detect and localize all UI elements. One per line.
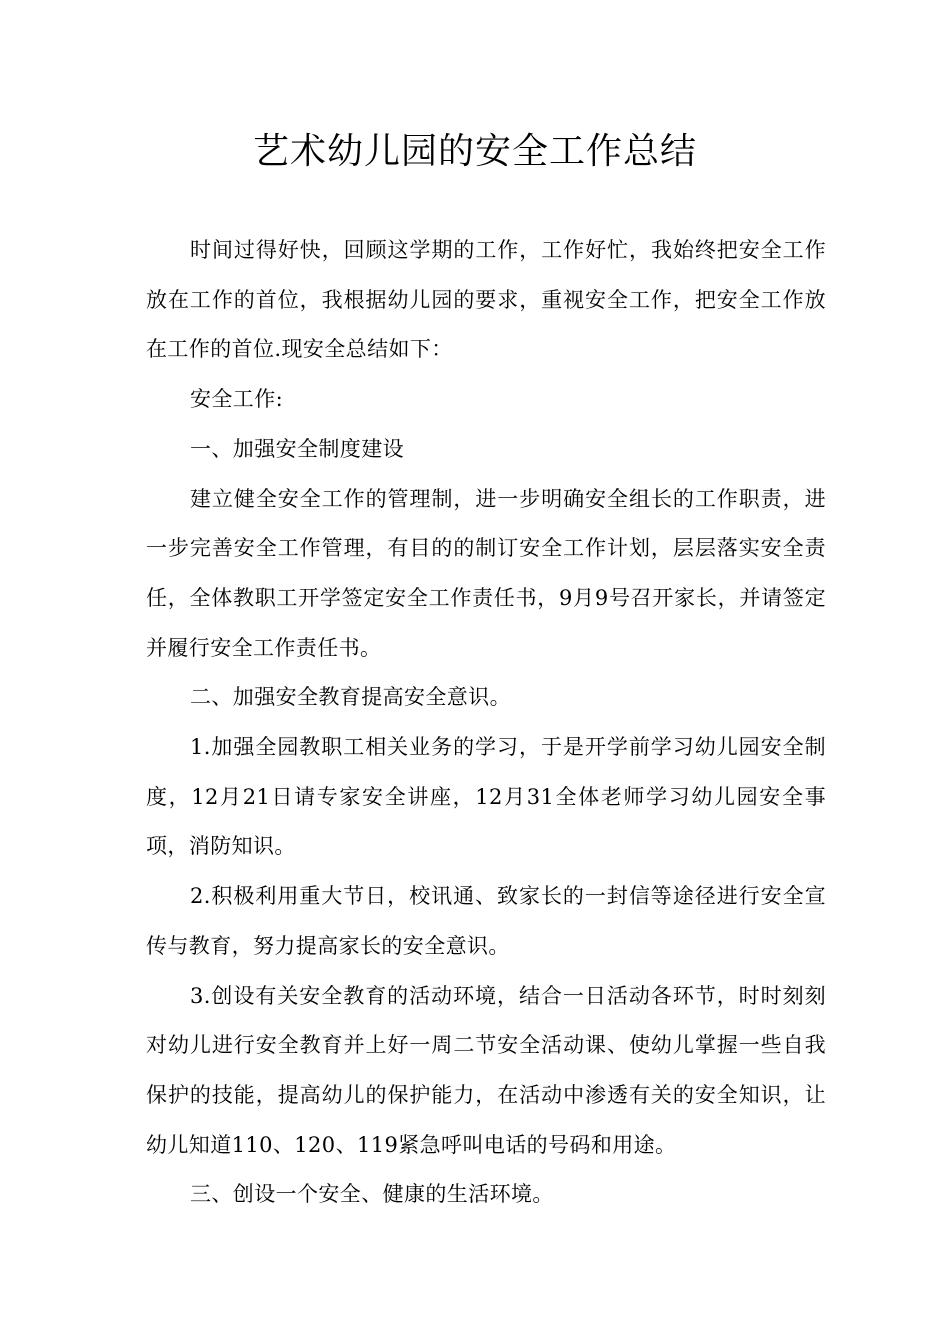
- section-heading-1: 一、加强安全制度建设: [190, 436, 404, 461]
- document-title: 艺术幼儿园的安全工作总结: [252, 131, 697, 172]
- paragraph-intro: 时间过得好快，回顾这学期的工作，工作好忙，我始终把安全工作放在工作的首位，我根据幼儿园的要求，重视安全工作，把安全工作放在工作的首位.现安全总结如下：: [146, 238, 826, 362]
- section-heading-2: 二、加强安全教育提高安全意识。: [190, 685, 511, 710]
- paragraph-system-building: 建立健全安全工作的管理制，进一步明确安全组长的工作职责，进一步完善安全工作管理，有目的的制订安全工作计划，层层落实安全责任，全体教职工开学签定安全工作责任书，9月9号召开家长，并请签定并履行安全工作责任书。: [146, 486, 826, 660]
- paragraph-item-3: 3.创设有关安全教育的活动环境，结合一日活动各环节，时时刻刻对幼儿进行安全教育并上好一周二节安全活动课、使幼儿掌握一些自我保护的技能，提高幼儿的保护能力，在活动中渗透有关的安全知识，让幼儿知道110、120、119紧急呼叫电话的号码和用途。: [146, 983, 826, 1157]
- paragraph-item-1: 1.加强全园教职工相关业务的学习，于是开学前学习幼儿园安全制度，12月21日请专家安全讲座，12月31全体老师学习幼儿园安全事项，消防知识。: [146, 735, 826, 859]
- section-heading-3: 三、创设一个安全、健康的生活环境。: [190, 1182, 554, 1207]
- paragraph-item-2: 2.积极利用重大节日，校讯通、致家长的一封信等途径进行安全宣传与教育，努力提高家长的安全意识。: [146, 884, 826, 958]
- document-body: [146, 226, 826, 1220]
- paragraph-safety-work-label: 安全工作:: [190, 387, 284, 412]
